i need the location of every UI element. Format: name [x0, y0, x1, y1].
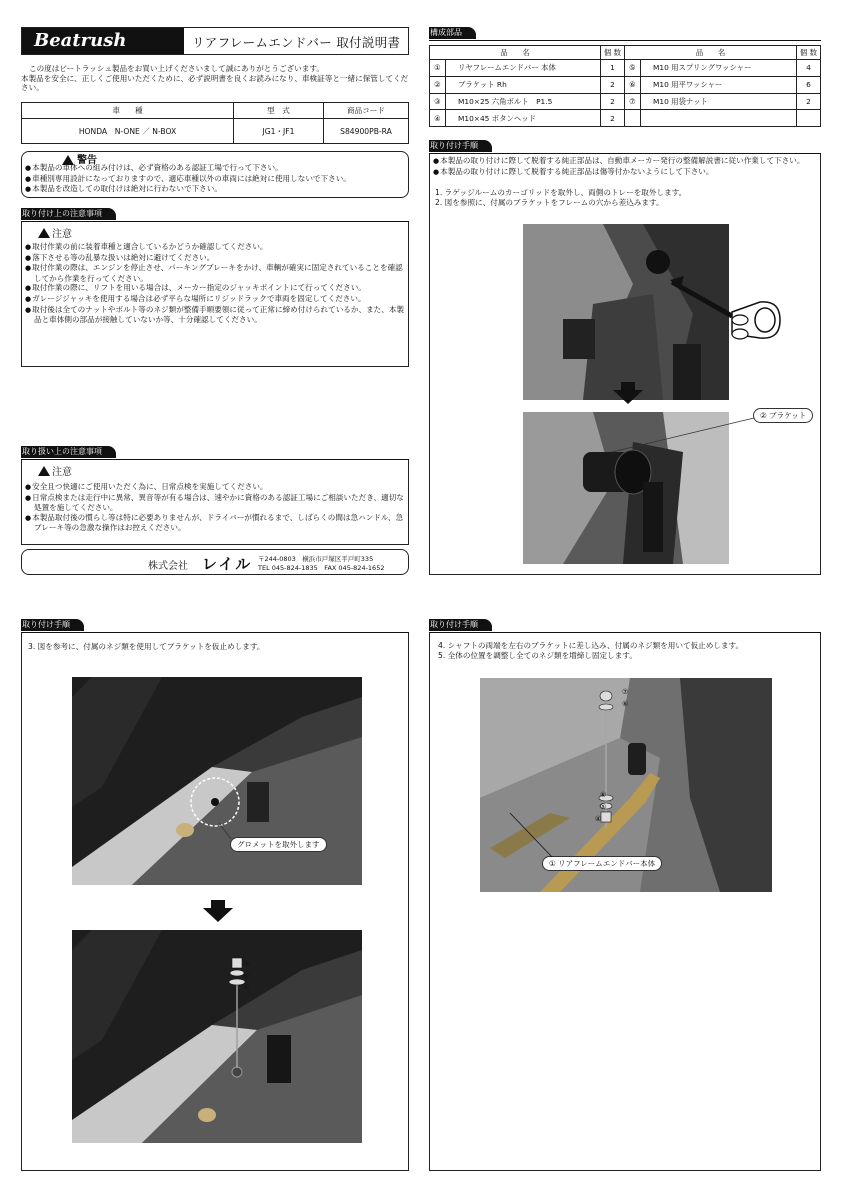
part-number: ⑤	[625, 60, 641, 77]
bracket-bolted-illustration	[72, 930, 362, 1143]
handling-caution-heading	[38, 463, 72, 478]
grommet-photo	[72, 677, 362, 885]
part-number: ⑥	[625, 76, 641, 93]
part-qty: 1	[601, 60, 625, 77]
part-qty: 2	[601, 93, 625, 110]
install-caution-heading	[38, 225, 72, 240]
part-name: リヤフレームエンドバー 本体	[446, 60, 601, 77]
part-number: ⑦	[625, 93, 641, 110]
procedure1-box	[429, 154, 821, 575]
parts-section-title: 構成部品	[429, 27, 476, 39]
caution-item: ● 取付作業の前に装着車種と適合しているかどうか確認してください。	[25, 242, 405, 253]
callout-leader-line	[610, 416, 755, 456]
procedure4-steps	[438, 641, 818, 660]
caution-item: ● 取付後は全てのナットやボルト等のネジ類が整備手順要領に従って正常に締め付けられているか、また、本製品と車体側の部品が接触していないか等、十分確認してください。	[25, 305, 405, 325]
warning-title: 警告	[77, 155, 97, 166]
part-label: ⑥	[600, 791, 607, 799]
handling-caution-title: 注意	[52, 467, 72, 478]
part-number: ②	[430, 76, 446, 93]
warning-list	[25, 163, 407, 195]
handling-item: ● 日常点検または走行中に異常、異音等が有る場合は、速やかに資格のある認証工場にご相談いただき、適切な処置を施してください。	[25, 493, 407, 513]
procedure4-header	[429, 619, 821, 633]
document-title: リアフレームエンドバー 取付説明書	[192, 35, 401, 50]
part-label: ⑥	[243, 983, 250, 991]
procedure1-section-title: 取り付け手順	[429, 140, 492, 152]
part-label: ⑤	[243, 972, 250, 980]
caution-item: ● 取付作業の際は、エンジンを停止させ、パーキングブレーキをかけ、車輌が確実に固定されていることを確認してから作業を行ってください。	[25, 263, 405, 283]
warning-item: ● 車種別専用設計になっておりますので、適応車種以外の車両には絶対に使用しないで下さい。	[25, 174, 407, 185]
part-qty: 2	[601, 110, 625, 127]
part-name: M10 用平ワッシャー	[641, 76, 797, 93]
procedure1-header	[429, 140, 821, 154]
procedure3-header	[21, 619, 409, 633]
install-caution-header	[21, 208, 409, 222]
part-number: ①	[430, 60, 446, 77]
part-number	[625, 110, 641, 127]
part-qty: 2	[601, 76, 625, 93]
part-qty: 2	[797, 93, 821, 110]
warning-item: ● 本製品の車体への組み付けは、必ず資格のある認証工場で行って下さい。	[25, 163, 407, 174]
handling-caution-list	[25, 482, 407, 533]
parts-header-name: 品 名	[625, 46, 797, 60]
part-number: ④	[430, 110, 446, 127]
procedure4-box	[429, 633, 821, 1171]
caution-item: ● 落下させる等の乱暴な扱いは絶対に避けてください。	[25, 253, 405, 264]
parts-header-qty: 個 数	[797, 46, 821, 60]
warning-item: ● 本製品を改造しての取付けは絶対に行わないで下さい。	[25, 184, 407, 195]
company-name: レイル	[202, 555, 253, 573]
brand-logo: Beatrush	[22, 28, 184, 54]
company-phone: TEL 045-824-1835 FAX 045-824-1652	[258, 564, 385, 572]
procedure4-section-title: 取り付け手順	[429, 619, 492, 631]
part-qty: 4	[797, 60, 821, 77]
company-label: 株式会社	[148, 561, 188, 572]
procedure-note: ● 本製品の取り付けに際して脱着する純正部品は、自動車メーカー発行の整備解説書に従い作業して下さい。	[433, 156, 817, 167]
callout-leader-line	[508, 811, 558, 861]
handling-caution-header	[21, 446, 409, 460]
intro-line-1: この度はビートラッシュ製品をお買い上げくださいまして誠にありがとうございます。	[29, 64, 324, 73]
part-name: M10 用袋ナット	[641, 93, 797, 110]
vehicle-header-code: 商品コード	[324, 103, 409, 119]
part-qty: 6	[797, 76, 821, 93]
procedure-step: 5. 全体の位置を調整し全てのネジ類を増締し固定します。	[438, 650, 637, 660]
down-arrow-icon	[613, 382, 643, 404]
grommet-illustration	[72, 677, 362, 885]
procedure-note: ● 本製品の取り付けに際して脱着する純正部品は傷等付かないようにして下さい。	[433, 167, 817, 178]
grommet-callout: グロメットを取外します	[230, 837, 327, 852]
handling-item: ● 安全且つ快適にご使用いただく為に、日常点検を実施してください。	[25, 482, 407, 493]
install-caution-title: 注意	[52, 229, 72, 240]
vehicle-header-type: 型 式	[234, 103, 324, 119]
handling-item: ● 本製品取付後の慣らし等は特に必要ありませんが、ドライバーが慣れるまで、しばらくの間は急ハンドル、急ブレーキ等の急激な操作はお控えください。	[25, 513, 407, 533]
procedure3-section-title: 取り付け手順	[21, 619, 84, 631]
procedure-step: 4. シャフトの両端を左右のブラケットに差し込み、付属のネジ類を用いて仮止めします。	[438, 641, 744, 650]
part-name: M10×45 ボタンヘッド	[446, 110, 601, 127]
procedure-step: 2. 図を参照に、付属のブラケットをフレームの穴から差込みます。	[435, 197, 664, 207]
down-arrow-icon	[203, 900, 233, 922]
caution-item: ● 取付作業の際に、リフトを用いる場合は、メーカー指定のジャッキポイントにて行ってください。	[25, 283, 405, 294]
parts-header-name: 品 名	[430, 46, 601, 60]
end-bar-callout: ① リアフレームエンドバー本体	[542, 856, 662, 871]
part-label: ⑤	[600, 803, 607, 811]
caution-triangle-icon	[38, 228, 50, 238]
warning-box	[21, 151, 409, 198]
vehicle-header-model: 車 種	[22, 103, 234, 119]
header-bar	[21, 27, 409, 55]
bracket-bolted-photo	[72, 930, 362, 1143]
procedure1-notes	[433, 156, 817, 177]
company-address: 〒244-0803 横浜市戸塚区平戸町335	[258, 555, 374, 563]
parts-header	[429, 27, 821, 41]
part-name: M10 用スプリングワッシャー	[641, 60, 797, 77]
handling-caution-section-title: 取り扱い上の注意事項	[21, 446, 116, 458]
part-label: ⑦	[622, 688, 629, 696]
part-label: ④	[595, 815, 602, 823]
intro-line-2: 本製品を安全に、正しくご使用いただくために、必ず説明書を良くお読みになり、車検証等と一緒に保管してください。	[21, 73, 409, 93]
part-name	[641, 110, 797, 127]
company-box	[21, 549, 409, 575]
bracket-diagram	[670, 272, 790, 382]
vehicle-code: S84900PB-RA	[324, 119, 409, 144]
procedure3-box	[21, 633, 409, 1171]
install-caution-list	[25, 242, 405, 325]
caution-triangle-icon	[38, 466, 50, 476]
caution-item: ● ガレージジャッキを使用する場合は必ず平らな場所にリジッドラックで車両を固定してください。	[25, 294, 405, 305]
procedure-step: 1. ラゲッジルームのカーゴリッドを取外し、両側のトレーを取外します。	[435, 188, 687, 197]
part-label: ③	[243, 960, 250, 968]
install-caution-box	[21, 222, 409, 367]
install-caution-section-title: 取り付け上の注意事項	[21, 208, 116, 220]
part-label: ⑥	[622, 700, 629, 708]
part-number: ③	[430, 93, 446, 110]
part-name: ブラケット Rh	[446, 76, 601, 93]
part-qty	[797, 110, 821, 127]
procedure3-step: 3. 図を参考に、付属のネジ類を使用してブラケットを仮止めします。	[28, 642, 265, 651]
part-name: M10×25 六角ボルト P1.5	[446, 93, 601, 110]
vehicle-table	[21, 102, 409, 144]
parts-header-qty: 個 数	[601, 46, 625, 60]
vehicle-type: JG1・JF1	[234, 119, 324, 144]
procedure1-steps	[435, 188, 817, 207]
handling-caution-box	[21, 460, 409, 545]
callout-leader-line	[217, 821, 237, 841]
vehicle-model: HONDA N-ONE ／ N-BOX	[22, 119, 234, 144]
intro-text	[21, 64, 411, 93]
parts-table	[429, 45, 821, 127]
bracket-callout: ② ブラケット	[753, 408, 813, 423]
